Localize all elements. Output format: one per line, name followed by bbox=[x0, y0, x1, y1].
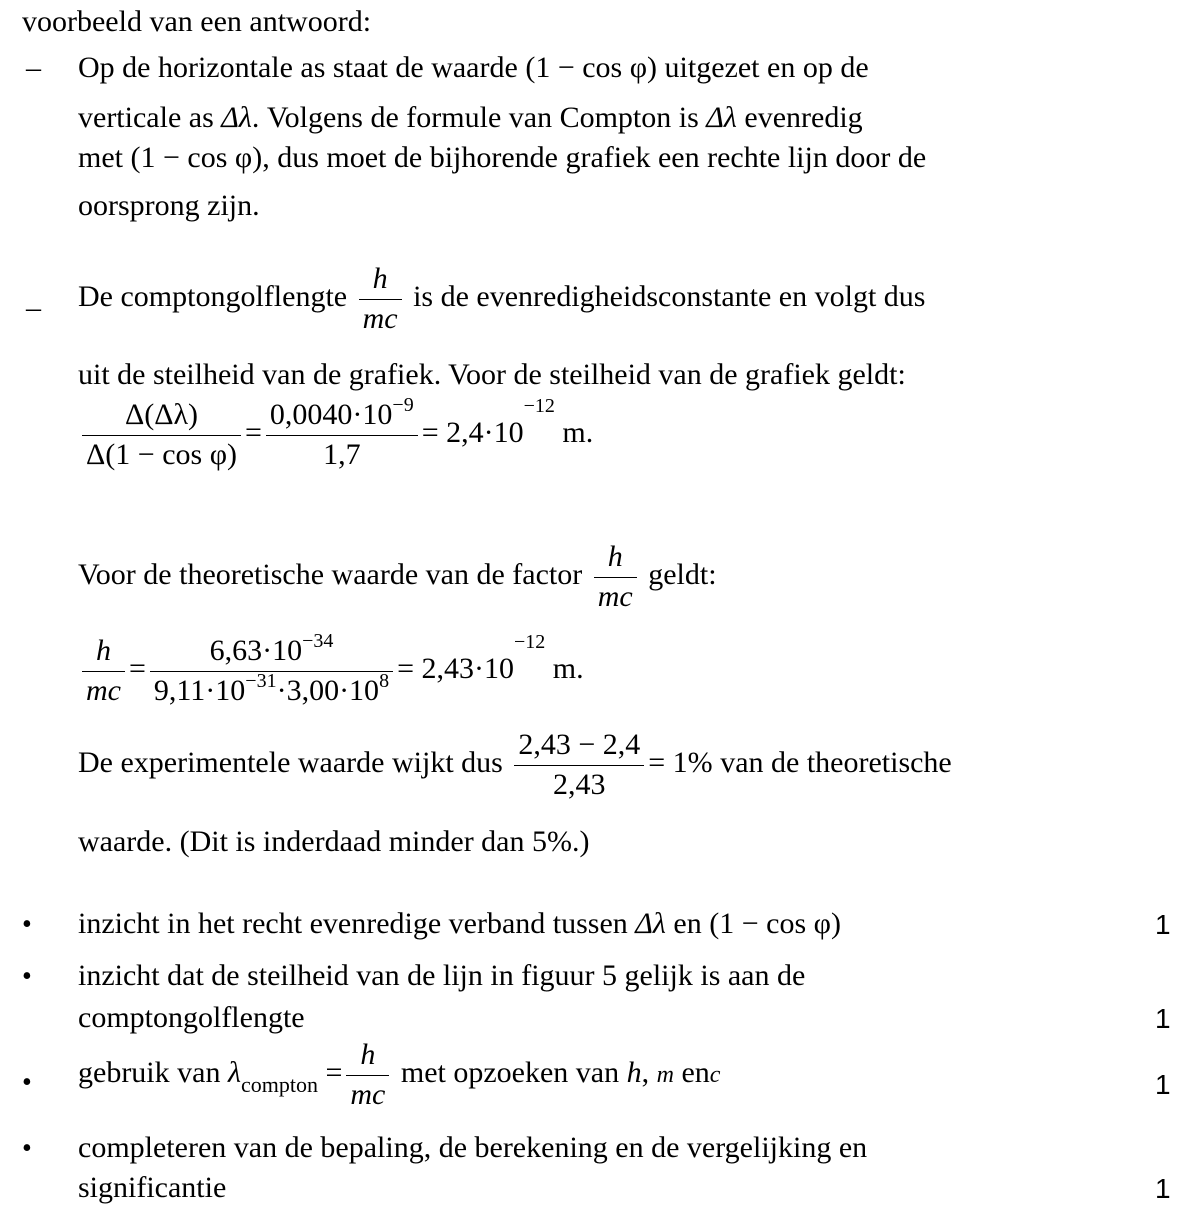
p1-l1a: Op de horizontale as staat de waarde bbox=[78, 51, 518, 84]
slope-result-exponent: −12 bbox=[523, 395, 555, 417]
slope-unit: m. bbox=[562, 415, 594, 449]
p3-l1b: geldt: bbox=[648, 557, 717, 591]
deviation-result: = 1% bbox=[648, 745, 713, 779]
bullet-marker: • bbox=[22, 909, 32, 940]
p3-line4: waarde. (Dit is inderdaad minder dan 5%.) bbox=[78, 825, 590, 858]
p1-l3a: met bbox=[78, 141, 123, 174]
slope-fraction: $\frac{\Delta(\Delta\lambda)}{\text{Δ(1 − cos φ)}}$ bbox=[82, 398, 241, 472]
slope-result: = 2,4·10 bbox=[421, 415, 524, 449]
p3-line1 bbox=[78, 540, 717, 614]
fraction-h-over-mc: $\frac{h}{mc}$ bbox=[346, 1038, 389, 1112]
equation-theoretical: $\frac{h}{mc}$ = $\frac{6,63\cdot 10^{-34}}{9,11\cdot 10^{-31}\cdot 3,00\cdot 10^8}$ = $2,43\cdot 10^{-12}$ m. bbox=[78, 634, 584, 708]
criterion-3: gebruik van $\lambda_{compton}$ = $\frac{h}{mc}$ met opzoeken van h, m enc bbox=[78, 1038, 721, 1111]
p3-l3b: van de theoretische bbox=[720, 745, 952, 779]
expr-one-minus-cos: (1 − cos φ) bbox=[130, 141, 263, 174]
fraction-h-over-mc: $\frac{h}{mc}$ bbox=[594, 540, 637, 614]
p1-l1b: uitgezet en op de bbox=[664, 51, 869, 84]
p1-line2 bbox=[78, 100, 863, 136]
delta-lambda: Δλ bbox=[221, 101, 252, 134]
theoretical-result: = 2,43·10 bbox=[397, 651, 514, 685]
dash-marker: – bbox=[26, 291, 41, 324]
p2-line2: uit de steilheid van de grafiek. Voor de steilheid van de grafiek geldt: bbox=[78, 358, 906, 391]
p2-l1b: is de evenredigheidsconstante en volgt dus bbox=[413, 279, 926, 313]
equation-slope: $\frac{\Delta(\Delta\lambda)}{\text{Δ(1 − cos φ)}}$ = $\frac{0,0040\cdot 10^{-9}}{1,7}$ = $2,4\cdot 10^{-12}$ m. bbox=[78, 398, 593, 472]
p1-line3 bbox=[78, 140, 926, 176]
criterion-score: 1 bbox=[1155, 909, 1171, 940]
expr-one-minus-cos: (1 − cos φ) bbox=[525, 51, 658, 84]
p1-l2c: evenredig bbox=[744, 101, 863, 134]
lambda-subscript: compton bbox=[240, 1071, 318, 1097]
heading: voorbeeld van een antwoord: bbox=[22, 5, 372, 38]
fraction-h-over-mc: $\frac{h}{mc}$ bbox=[82, 634, 125, 708]
criterion-score: 1 bbox=[1155, 1173, 1171, 1204]
p2-l1a: De comptongolflengte bbox=[78, 279, 348, 313]
criterion-score: 1 bbox=[1155, 1003, 1171, 1034]
criterion-score: 1 bbox=[1155, 1069, 1171, 1100]
criterion-2-line1: inzicht dat de steilheid van de lijn in figuur 5 gelijk is aan de bbox=[78, 959, 806, 992]
bullet-marker: • bbox=[22, 1067, 32, 1098]
fraction-h-over-mc: $\frac{h}{mc}$ bbox=[359, 262, 402, 336]
criterion-4-line1: completeren van de bepaling, de berekening en de vergelijking en bbox=[78, 1131, 868, 1164]
deviation-fraction: $\frac{2,43 - 2,4}{2,43}$ bbox=[514, 728, 644, 802]
criterion-4-line2: significantie bbox=[78, 1171, 227, 1204]
p3-l3a: De experimentele waarde wijkt dus bbox=[78, 745, 503, 779]
theoretical-unit: m. bbox=[552, 651, 584, 685]
theoretical-fraction: $\frac{6,63\cdot 10^{-34}}{9,11\cdot 10^{-31}\cdot 3,00\cdot 10^8}$ bbox=[150, 634, 393, 708]
p3-line3 bbox=[78, 728, 952, 802]
slope-value-fraction: $\frac{0,0040\cdot 10^{-9}}{1,7}$ bbox=[266, 398, 418, 472]
p1-l2b: . Volgens de formule van Compton is bbox=[251, 101, 699, 134]
p2-line1 bbox=[78, 262, 925, 336]
bullet-marker: • bbox=[22, 961, 32, 992]
delta-lambda: Δλ bbox=[706, 101, 737, 134]
p1-l2a: verticale as bbox=[78, 101, 214, 134]
p3-l1a: Voor de theoretische waarde van de factor bbox=[78, 557, 583, 591]
criterion-2-line2: comptongolflengte bbox=[78, 1001, 305, 1034]
dash-marker: – bbox=[26, 51, 41, 84]
p1-l3b: , dus moet de bijhorende grafiek een rechte lijn door de bbox=[262, 141, 927, 174]
criterion-1: inzicht in het recht evenredige verband tussen Δλ en (1 − cos φ) bbox=[78, 907, 841, 940]
bullet-marker: • bbox=[22, 1133, 32, 1164]
theoretical-result-exponent: −12 bbox=[513, 631, 546, 653]
expr-one-minus-cos: (1 − cos φ) bbox=[709, 907, 841, 940]
p1-line4: oorsprong zijn. bbox=[78, 189, 260, 222]
p1-line1 bbox=[78, 50, 869, 86]
